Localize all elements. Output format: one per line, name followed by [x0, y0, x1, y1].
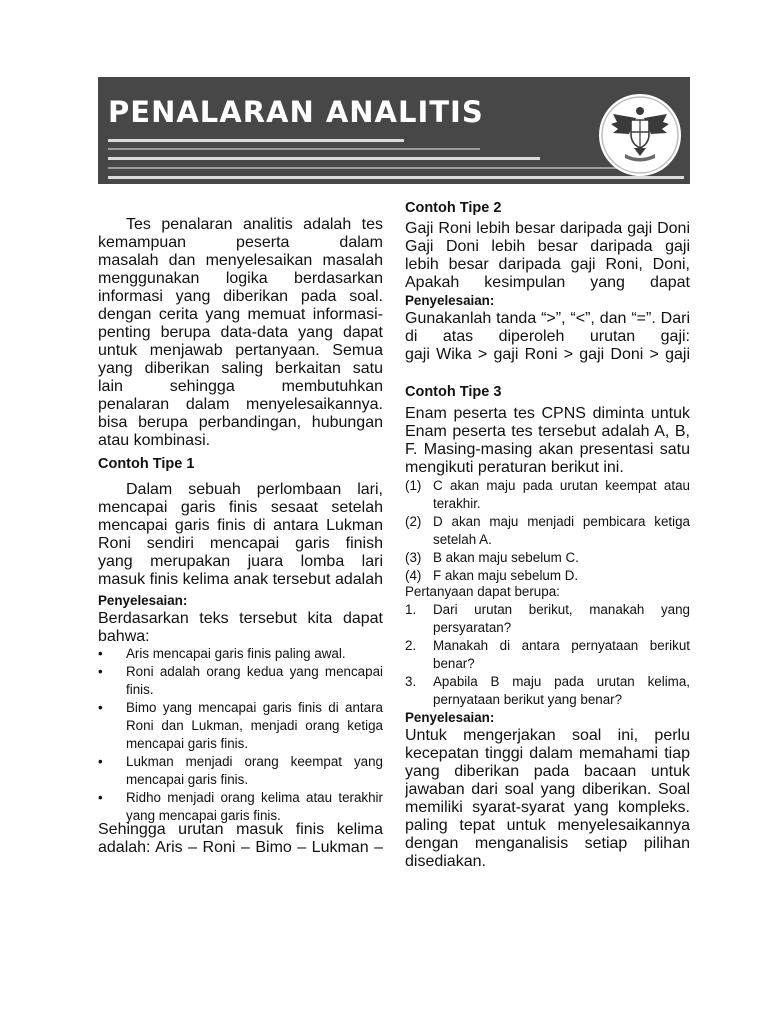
text-line: Dari urutan berikut, manakah yang: [433, 602, 690, 617]
list-item-text: [126, 699, 383, 753]
text-line: atau kombinasi.: [98, 432, 211, 449]
list-item: [405, 477, 690, 513]
heading-contoh-tipe-3: Contoh Tipe 3: [405, 384, 502, 400]
list-marker: •: [98, 700, 103, 715]
text-line: mencapai garis finis.: [126, 736, 249, 751]
list-item-text: [433, 637, 690, 673]
tipe2-solution: [405, 310, 690, 364]
tipe3-solution: [405, 727, 690, 871]
banner-rule: [108, 167, 618, 169]
text-line: kecepatan tinggi dalam memahami tiap: [405, 745, 690, 762]
list-item: [98, 789, 383, 825]
text-line: lebih besar daripada gaji Roni, Doni,: [405, 256, 690, 273]
list-item: [98, 753, 383, 789]
text-line: Gaji Doni lebih besar daripada gaji: [405, 238, 690, 255]
text-line: Manakah di antara pernyataan berikut: [433, 638, 690, 653]
list-item-text: [126, 663, 383, 699]
tipe3-paragraph: [405, 405, 690, 477]
banner-rule: [108, 176, 684, 179]
intro-paragraph: [98, 216, 383, 450]
list-item: [98, 645, 383, 663]
banner-rule: [108, 157, 540, 160]
text-line: Sehingga urutan masuk finis kelima: [98, 821, 383, 838]
text-line: benar?: [433, 656, 475, 671]
text-line: yang mencapai garis finis.: [126, 808, 281, 823]
list-item-text: [433, 673, 690, 709]
penyelesaian-label: Penyelesaian:: [98, 593, 188, 608]
text-line: gaji Wika > gaji Roni > gaji Doni > gaji: [405, 346, 690, 363]
list-marker: •: [98, 664, 103, 679]
conclusion-paragraph: [98, 821, 383, 857]
text-line: Roni sendiri mencapai garis finish: [98, 535, 383, 552]
tipe2-paragraph: [405, 220, 690, 292]
questions-label: Pertanyaan dapat berupa:: [405, 584, 560, 599]
text-line: disediakan.: [405, 853, 486, 870]
text-line: setelah A.: [433, 532, 492, 547]
text-line: persyaratan?: [433, 620, 512, 635]
solution-intro: [98, 610, 383, 646]
text-line: di atas diperoleh urutan gaji:: [405, 328, 690, 345]
text-line: dengan cerita yang memuat informasi-: [98, 306, 383, 323]
text-line: bisa berupa perbandingan, hubungan: [98, 414, 383, 431]
text-line: masalah dan menyelesaikan masalah: [98, 252, 383, 269]
text-line: finis.: [126, 682, 154, 697]
text-line: memiliki syarat-syarat yang kompleks.: [405, 799, 690, 816]
text-line: mencapai garis finis.: [126, 772, 249, 787]
list-item: [405, 673, 690, 709]
text-line: jawaban dari soal yang diberikan. Soal: [405, 781, 690, 798]
list-item-text: [433, 601, 690, 637]
text-line: Roni dan Lukman, menjadi orang ketiga: [126, 718, 383, 733]
text-line: mencapai garis finis di antara Lukman: [98, 517, 383, 534]
text-line: yang diberikan pada bacaan untuk: [405, 763, 690, 780]
text-line: mengikuti peraturan berikut ini.: [405, 459, 624, 476]
text-line: adalah: Aris – Roni – Bimo – Lukman –: [98, 839, 383, 856]
text-line: Roni adalah orang kedua yang mencapai: [126, 664, 383, 679]
list-item: [405, 513, 690, 549]
text-line: Enam peserta tes CPNS diminta untuk: [405, 405, 690, 422]
text-line: yang merupakan juara lomba lari: [98, 553, 383, 570]
text-line: Gaji Roni lebih besar daripada gaji Doni: [405, 220, 690, 237]
text-line: penalaran dalam menyelesaikannya.: [98, 396, 383, 413]
list-marker: 3.: [405, 674, 417, 689]
text-line: penting berupa data-data yang dapat: [98, 324, 383, 341]
list-marker: (3): [405, 550, 422, 565]
penyelesaian-label: Penyelesaian:: [405, 293, 495, 308]
text-line: paling tepat untuk menyelesaikannya: [405, 817, 690, 834]
chapter-banner: [98, 77, 690, 184]
text-line: Berdasarkan teks tersebut kita dapat: [98, 610, 383, 627]
text-line: terakhir.: [433, 496, 481, 511]
banner-rule: [108, 139, 404, 142]
text-line: mencapai garis finis sesaat setelah: [98, 499, 383, 516]
text-line: Tes penalaran analitis adalah tes: [126, 216, 383, 233]
text-line: F. Masing-masing akan presentasi satu: [405, 441, 690, 458]
list-item: [405, 549, 690, 567]
list-marker: (1): [405, 478, 422, 493]
text-line: Enam peserta tes tersebut adalah A, B,: [405, 423, 690, 440]
text-line: lain sehingga membutuhkan: [98, 378, 383, 395]
text-line: Dalam sebuah perlombaan lari,: [126, 481, 383, 498]
banner-rule: [108, 148, 480, 150]
text-line: C akan maju pada urutan keempat atau: [433, 478, 690, 493]
list-item-text: [126, 753, 383, 789]
list-item-text: [126, 645, 383, 663]
heading-contoh-tipe-2: Contoh Tipe 2: [405, 200, 502, 216]
text-line: F akan maju sebelum D.: [433, 568, 579, 583]
text-line: yang diberikan saling berkaitan satu: [98, 360, 383, 377]
list-item: [405, 601, 690, 637]
list-marker: •: [98, 790, 103, 805]
text-line: D akan maju menjadi pembicara ketiga: [433, 514, 690, 529]
text-line: dengan menganalisis setiap pilihan: [405, 835, 690, 852]
chapter-title: PENALARAN ANALITIS: [108, 95, 484, 129]
list-marker: •: [98, 754, 103, 769]
list-item: [98, 699, 383, 753]
list-item-text: [433, 513, 690, 549]
text-line: bahwa:: [98, 628, 150, 645]
list-marker: (4): [405, 568, 422, 583]
tipe1-paragraph: [98, 481, 383, 589]
list-item: [405, 637, 690, 673]
list-marker: 1.: [405, 602, 417, 617]
penyelesaian-label: Penyelesaian:: [405, 710, 495, 725]
list-item: [98, 663, 383, 699]
text-line: kemampuan peserta dalam: [98, 234, 383, 251]
heading-contoh-tipe-1: Contoh Tipe 1: [98, 456, 195, 472]
list-item-text: [433, 549, 690, 567]
list-item-text: [433, 477, 690, 513]
text-line: Apakah kesimpulan yang dapat: [405, 274, 690, 291]
list-item-text: [126, 789, 383, 825]
text-line: untuk menjawab pertanyaan. Semua: [98, 342, 383, 359]
text-line: informasi yang diberikan pada soal.: [98, 288, 383, 305]
text-line: B akan maju sebelum C.: [433, 550, 579, 565]
text-line: Gunakanlah tanda “>”, “<”, dan “=”. Dari: [405, 310, 690, 327]
list-marker: 2.: [405, 638, 417, 653]
text-line: Apabila B maju pada urutan kelima,: [433, 674, 690, 689]
text-line: Bimo yang mencapai garis finis di antara: [126, 700, 383, 715]
list-marker: (2): [405, 514, 422, 529]
text-line: masuk finis kelima anak tersebut adalah: [98, 571, 383, 588]
text-line: pernyataan berikut yang benar?: [433, 692, 623, 707]
text-line: Ridho menjadi orang kelima atau terakhir: [126, 790, 383, 805]
text-line: Aris mencapai garis finis paling awal.: [126, 646, 346, 661]
text-line: Lukman menjadi orang keempat yang: [126, 754, 383, 769]
text-line: Untuk mengerjakan soal ini, perlu: [405, 727, 690, 744]
list-marker: •: [98, 646, 103, 661]
garuda-emblem-icon: [599, 94, 681, 176]
text-line: menggunakan logika berdasarkan: [98, 270, 383, 287]
